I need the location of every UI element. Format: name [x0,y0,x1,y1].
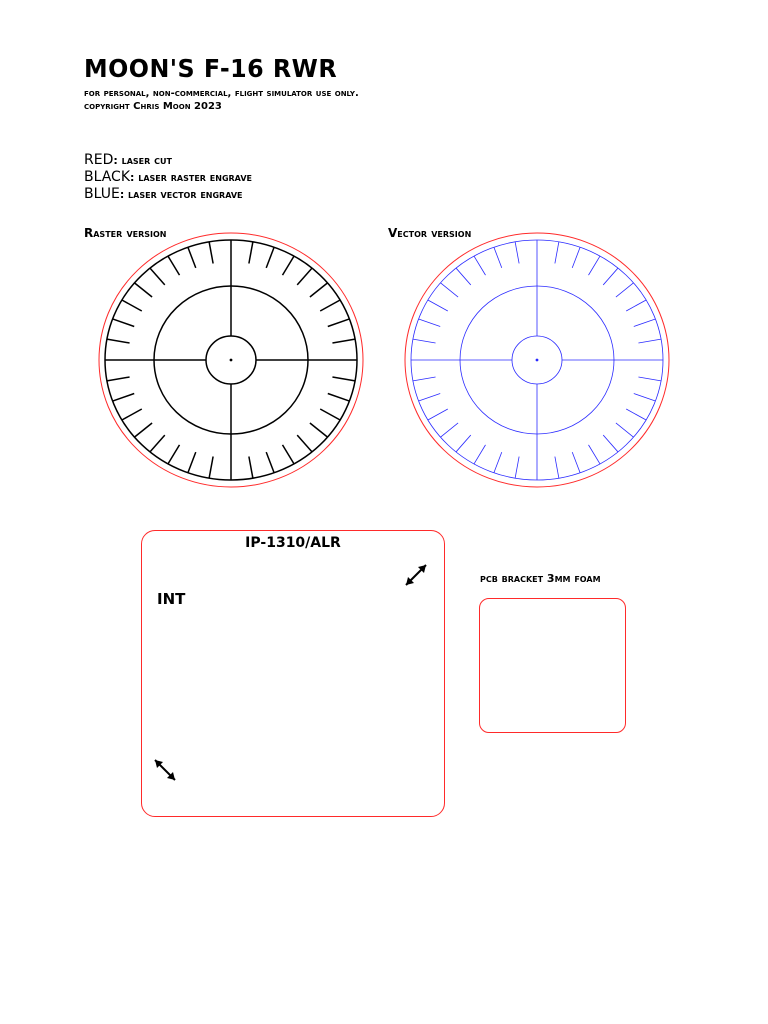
tick-mark [634,319,656,327]
tick-mark [413,339,436,343]
tick-mark [297,435,312,452]
bracket-caption: pcb bracket 3mm foam [480,572,601,585]
tick-mark [249,242,253,264]
tick-mark [328,394,350,402]
pcb-bracket-outline [479,598,626,733]
legend-red [84,152,172,168]
front-panel-outline [141,530,445,817]
legend-sep: : [119,188,129,201]
tick-mark [209,242,213,264]
legend-key: BLACK [84,169,131,185]
tick-mark [332,377,355,381]
tick-mark [320,300,340,311]
tick-mark [638,339,661,343]
tick-mark [589,256,601,275]
int-label: INT [157,590,186,608]
tick-mark [419,394,441,402]
legend-desc: laser cut [121,154,172,167]
legend-sep: : [113,154,122,167]
tick-mark [589,445,601,464]
tick-mark [122,409,142,420]
tick-mark [150,268,165,285]
tick-mark [209,457,213,479]
tick-mark [616,283,634,297]
tick-mark [474,445,486,464]
tick-mark [626,300,646,311]
tick-mark [328,319,350,327]
tick-mark [113,319,135,327]
double-arrow-icon [149,754,181,786]
legend-key: RED [84,152,114,168]
tick-mark [428,409,448,420]
tick-mark [122,300,142,311]
tick-mark [603,268,618,285]
tick-mark [638,377,661,381]
tick-mark [456,268,471,285]
tick-mark [515,242,519,264]
tick-mark [283,256,295,275]
tick-mark [266,452,274,473]
tick-mark [168,256,180,275]
legend-desc: laser raster engrave [138,171,252,184]
legend-black [84,169,252,185]
tick-mark [134,283,152,297]
legend-desc: laser vector engrave [128,188,243,201]
vector-caption: Vector version [388,226,472,240]
tick-mark [134,423,152,437]
tick-mark [283,445,295,464]
raster-caption: Raster version [84,226,167,240]
tick-mark [249,457,253,479]
vector-dial [402,231,672,491]
tick-mark [107,377,130,381]
tick-mark [107,339,130,343]
tick-mark [555,457,559,479]
tick-mark [413,377,436,381]
legend-key: BLUE [84,186,120,202]
tick-mark [419,319,441,327]
legend-blue [84,186,243,202]
tick-mark [634,394,656,402]
tick-mark [320,409,340,420]
tick-mark [440,283,458,297]
tick-mark [555,242,559,264]
tick-mark [572,247,580,268]
tick-mark [494,452,502,473]
tick-mark [616,423,634,437]
tick-mark [168,445,180,464]
copyright-notice: copyright Chris Moon 2023 [84,101,222,112]
tick-mark [332,339,355,343]
tick-mark [428,300,448,311]
center-dot [230,359,233,362]
tick-mark [188,452,196,473]
tick-mark [456,435,471,452]
raster-dial [96,231,366,491]
tick-mark [515,457,519,479]
panel-title: IP-1310/ALR [245,535,341,551]
tick-mark [440,423,458,437]
tick-mark [603,435,618,452]
tick-mark [572,452,580,473]
legend-sep: : [130,171,139,184]
tick-mark [188,247,196,268]
tick-mark [626,409,646,420]
tick-mark [474,256,486,275]
tick-mark [266,247,274,268]
tick-mark [150,435,165,452]
document-title: MOON'S F-16 RWR [84,54,338,83]
tick-mark [310,283,328,297]
tick-mark [297,268,312,285]
double-arrow-icon [400,559,432,591]
tick-mark [113,394,135,402]
tick-mark [494,247,502,268]
usage-notice: for personal, non-commercial, flight simulator use only. [84,88,359,99]
tick-mark [310,423,328,437]
center-dot [536,359,539,362]
